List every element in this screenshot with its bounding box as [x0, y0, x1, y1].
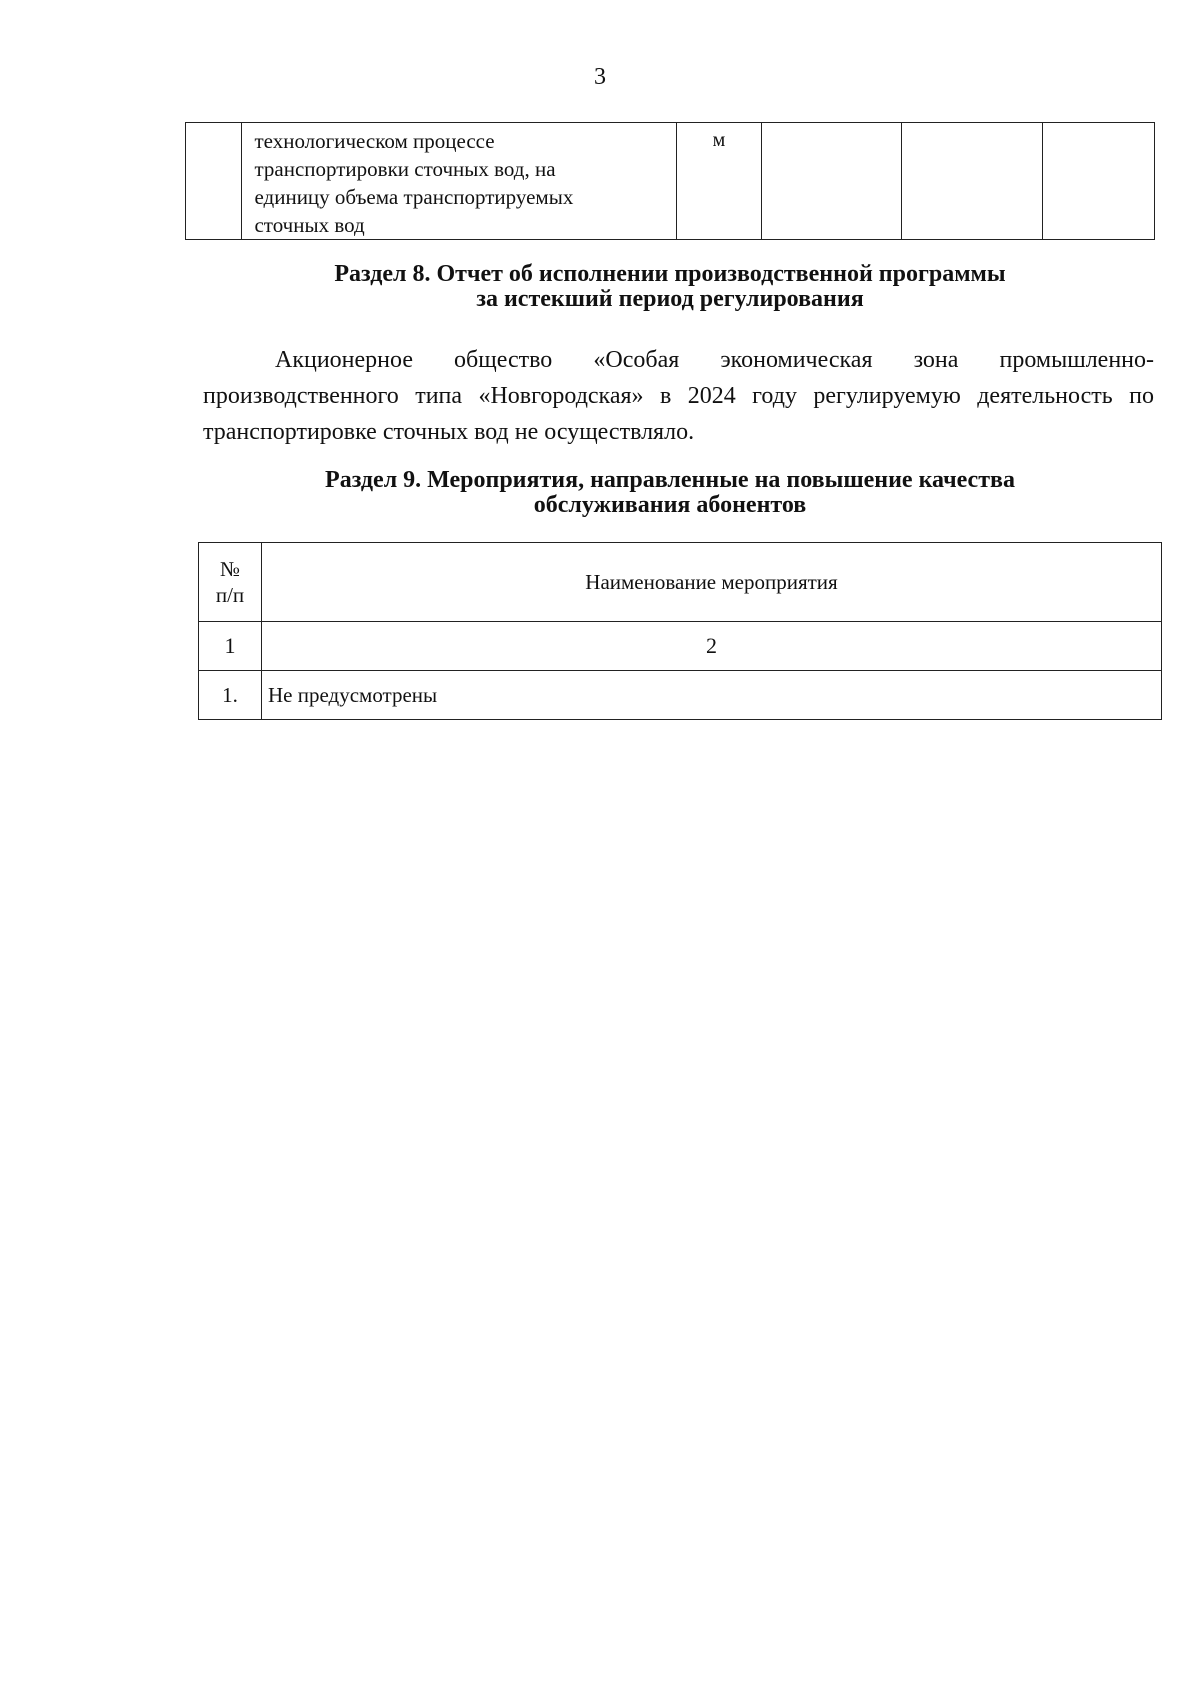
section-8-heading	[185, 262, 1155, 312]
description-line: технологическом процессе	[254, 129, 495, 153]
table-row	[199, 671, 1162, 720]
row-number-cell: 1.	[199, 671, 262, 720]
heading-line: обслуживания абонентов	[533, 492, 807, 518]
section-8-paragraph	[203, 342, 1154, 450]
table-header-row	[199, 543, 1162, 622]
header-number-cell	[199, 543, 262, 622]
indicator-description-cell	[242, 123, 677, 240]
description-line: транспортировки сточных вод, на	[254, 157, 556, 181]
header-number-symbol: №	[219, 557, 241, 581]
header-name-cell: Наименование мероприятия	[262, 543, 1162, 622]
row-number-cell	[186, 123, 242, 240]
description-line: единицу объема транспортируемых	[254, 185, 574, 209]
continued-indicators-table	[185, 122, 1155, 240]
value-cell	[1042, 123, 1154, 240]
column-index-2: 2	[262, 622, 1162, 671]
event-name-cell: Не предусмотрены	[262, 671, 1162, 720]
heading-line: за истекший период регулирования	[476, 286, 864, 312]
section-9-heading	[185, 468, 1155, 518]
value-cell	[902, 123, 1043, 240]
table-row	[186, 123, 1155, 240]
unit-cell: м	[677, 123, 761, 240]
description-line: сточных вод	[254, 213, 365, 237]
heading-line: Раздел 8. Отчет об исполнении производственной программы	[334, 261, 1006, 287]
column-index-row	[199, 622, 1162, 671]
events-table	[198, 542, 1162, 720]
heading-line: Раздел 9. Мероприятия, направленные на повышение качества	[325, 467, 1015, 493]
page-number: 3	[594, 64, 606, 90]
value-cell	[761, 123, 902, 240]
paragraph-text: Акционерное общество «Особая экономическая зона промышленно-производственного типа «Новгородская» в 2024 году регулируемую деятельность по транспортировке сточных вод не осуществляло.	[203, 347, 1154, 445]
header-number-abbrev: п/п	[215, 583, 245, 607]
column-index-1: 1	[199, 622, 262, 671]
